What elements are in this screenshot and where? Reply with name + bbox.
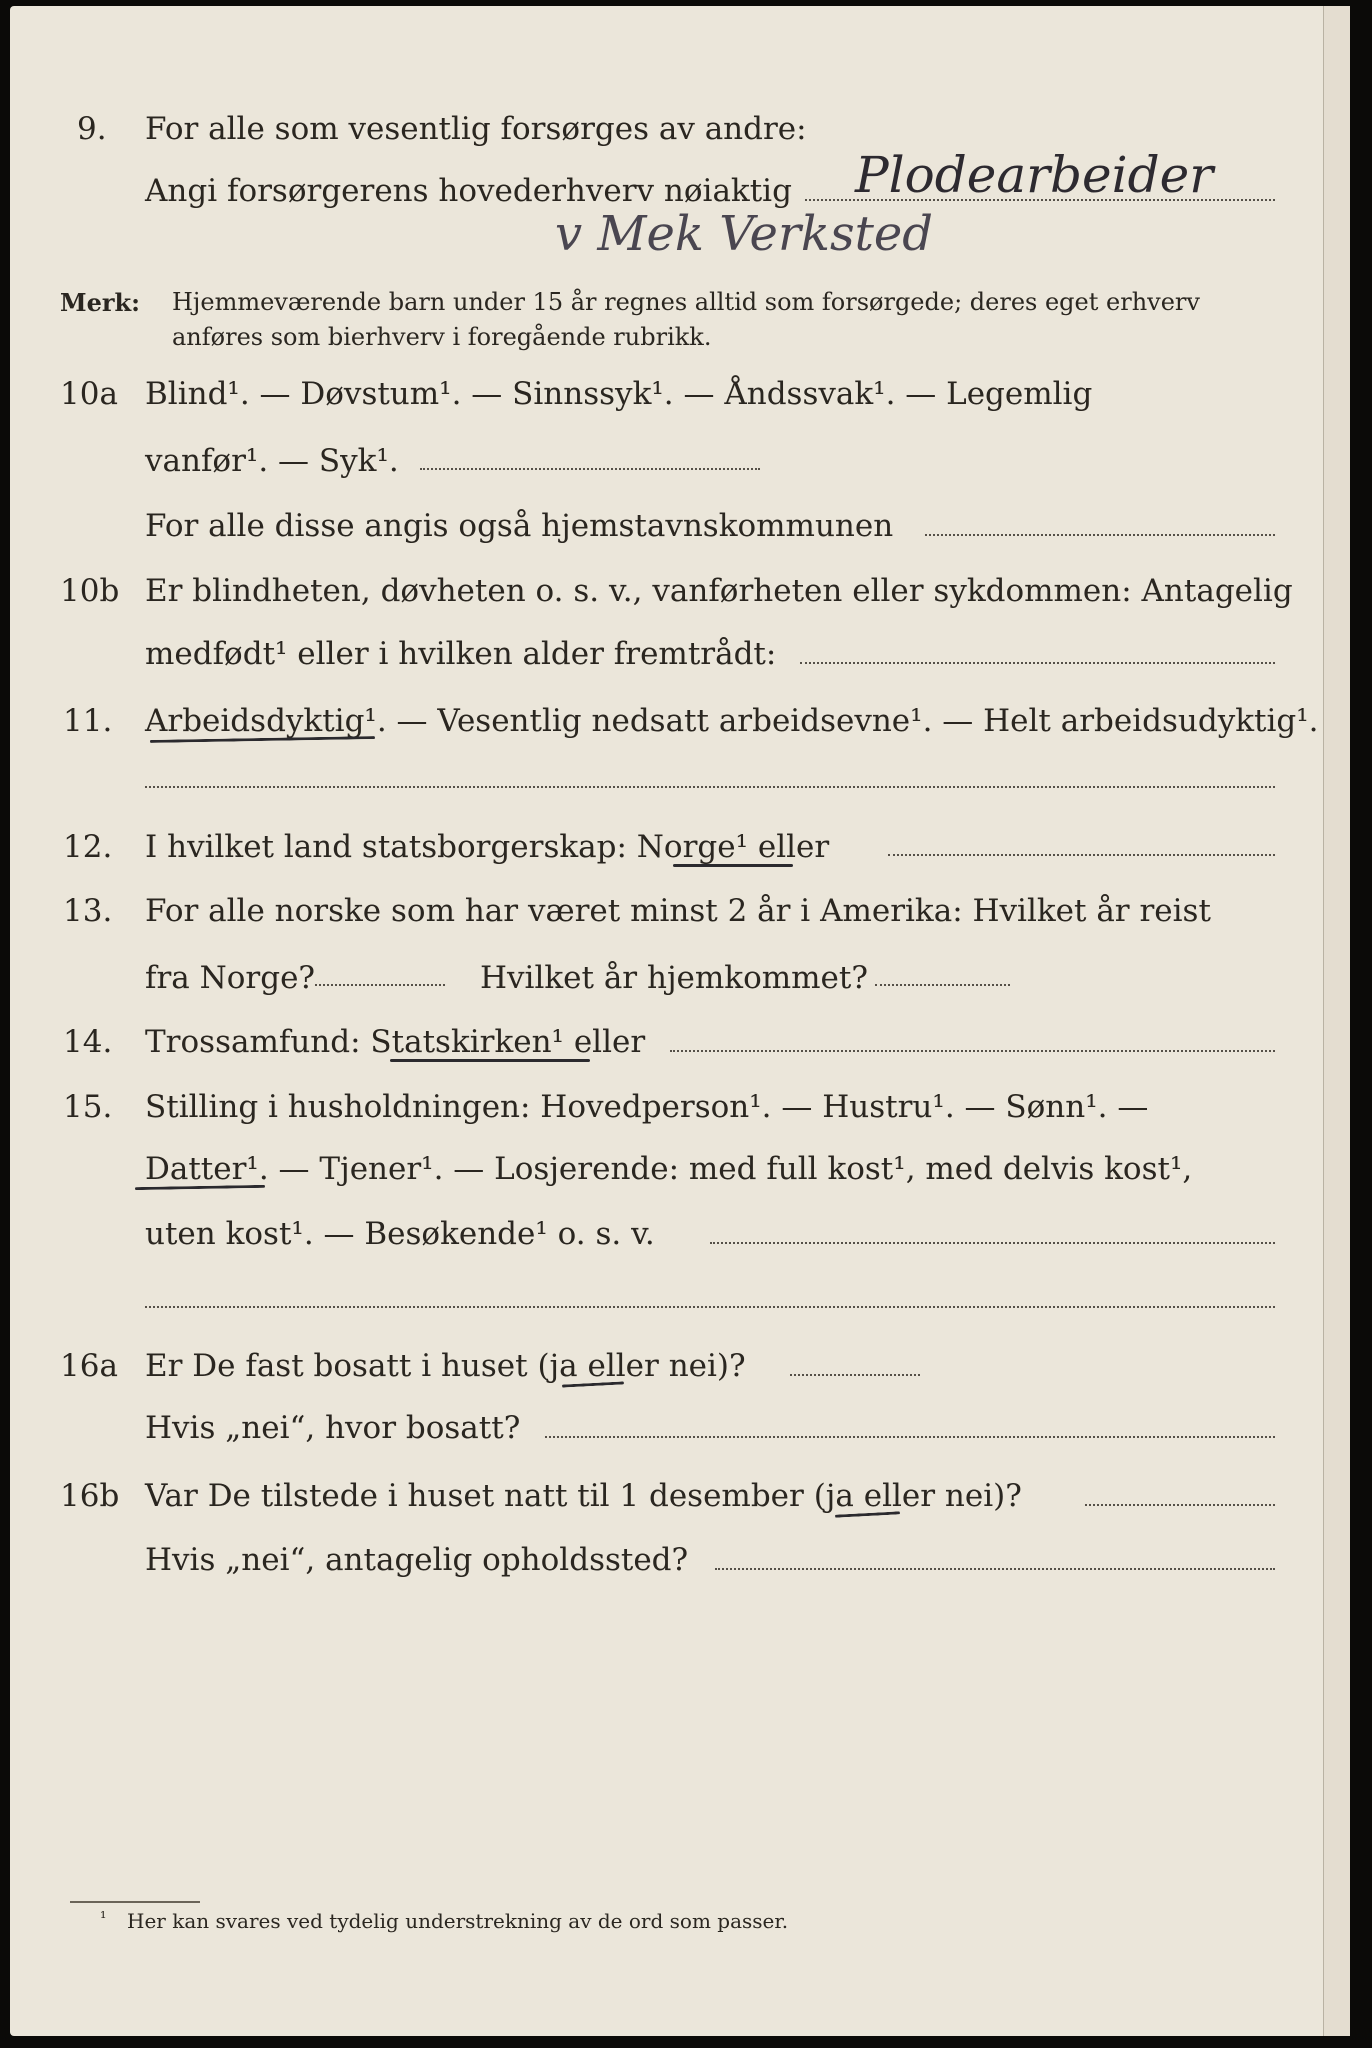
q14-line1: Trossamfund: Statskirken¹ eller (145, 1024, 646, 1060)
q11-number: 11. (63, 703, 113, 739)
merk-label: Merk: (60, 288, 140, 317)
q16a-number: 16a (60, 1348, 118, 1384)
q9-handwritten-workplace: v Mek Verksted (555, 206, 934, 262)
q16a-residence-line (545, 1436, 1275, 1438)
q15-number: 15. (63, 1089, 113, 1125)
q10a-municipality-line (925, 534, 1275, 536)
q10a-sick-line (420, 468, 760, 470)
q15-blank-line (145, 1306, 1275, 1308)
q12-number: 12. (63, 829, 113, 865)
footnote-rule (70, 1901, 200, 1903)
q10b-age-line (800, 662, 1275, 664)
q15-line2: Datter¹. — Tjener¹. — Losjerende: med full kost¹, med delvis kost¹, (145, 1151, 1193, 1187)
q11-blank-line (145, 786, 1275, 788)
q16a-answer-line (790, 1374, 920, 1376)
q14-other-line (670, 1050, 1275, 1052)
merk-line2: anføres som bierhverv i foregående rubrikk. (172, 323, 712, 351)
q15-line1: Stilling i husholdningen: Hovedperson¹. — Hustru¹. — Sønn¹. — (145, 1089, 1149, 1125)
q11-line1: Arbeidsdyktig¹. — Vesentlig nedsatt arbeidsevne¹. — Helt arbeidsudyktig¹. (145, 703, 1319, 739)
q9-line2: Angi forsørgerens hovederhverv nøiaktig (145, 173, 792, 209)
footnote-text: Her kan svares ved tydelig understrekning av de ord som passer. (127, 1909, 789, 1933)
q13-return-line (875, 984, 1010, 986)
q13-line1: For alle norske som har været minst 2 år i Amerika: Hvilket år reist (145, 893, 1211, 929)
footnote-mark: ¹ (100, 1908, 107, 1927)
q15-other-line (710, 1242, 1275, 1244)
q13-line2b: Hvilket år hjemkommet? (480, 960, 868, 996)
q16b-answer-line (1085, 1504, 1275, 1506)
q10a-line1: Blind¹. — Døvstum¹. — Sinnssyk¹. — Åndssvak¹. — Legemlig (145, 376, 1093, 412)
q12-line1: I hvilket land statsborgerskap: Norge¹ eller (145, 829, 830, 865)
q16b-number: 16b (60, 1478, 120, 1514)
q13-line2a: fra Norge? (145, 960, 316, 996)
q16b-line1: Var De tilstede i huset natt til 1 desember (ja eller nei)? (145, 1478, 1022, 1514)
q10b-number: 10b (60, 573, 120, 609)
q10a-line2: vanfør¹. — Syk¹. (145, 443, 399, 479)
q9-number: 9. (77, 111, 107, 147)
q12-other-line (888, 854, 1275, 856)
q13-departure-line (315, 984, 445, 986)
page-edge (1323, 6, 1350, 2036)
q10b-line1: Er blindheten, døvheten o. s. v., vanførheten eller sykdommen: Antagelig (145, 573, 1293, 609)
q10a-line3: For alle disse angis også hjemstavnskommunen (145, 508, 894, 544)
q9-line1: For alle som vesentlig forsørges av andre: (145, 111, 807, 147)
q9-handwritten-occupation: Plodearbeider (855, 146, 1214, 204)
q16a-line2: Hvis „nei“, hvor bosatt? (145, 1410, 521, 1446)
q14-underline-mark (390, 1059, 590, 1062)
q15-line3: uten kost¹. — Besøkende¹ o. s. v. (145, 1216, 655, 1252)
q16b-whereabouts-line (715, 1568, 1275, 1570)
q12-underline-mark (673, 864, 793, 867)
q16b-line2: Hvis „nei“, antagelig opholdssted? (145, 1542, 689, 1578)
merk-line1: Hjemmeværende barn under 15 år regnes alltid som forsørgede; deres eget erhverv (172, 288, 1200, 316)
q14-number: 14. (63, 1024, 113, 1060)
q13-number: 13. (63, 893, 113, 929)
census-form-page (10, 6, 1350, 2036)
q10a-number: 10a (60, 376, 118, 412)
q10b-line2: medfødt¹ eller i hvilken alder fremtrådt: (145, 636, 777, 672)
q16a-line1: Er De fast bosatt i huset (ja eller nei)? (145, 1348, 746, 1384)
